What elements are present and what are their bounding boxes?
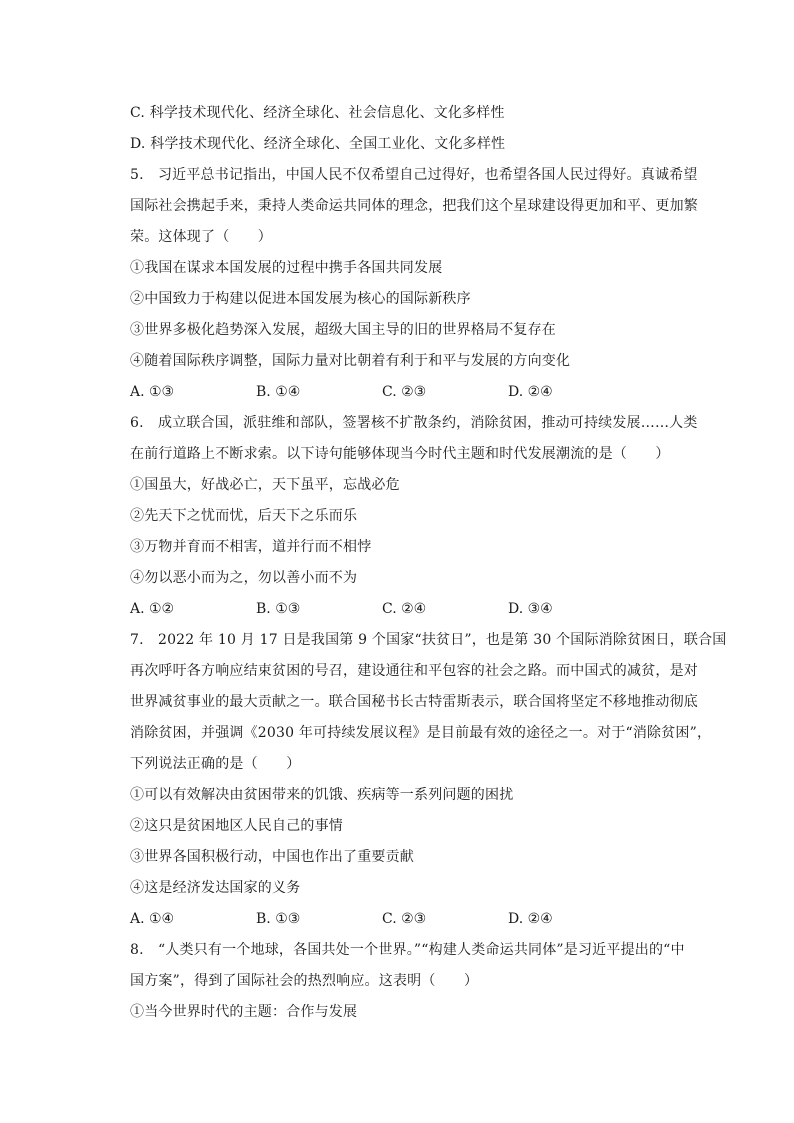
q5-option-c: C. ②③: [382, 384, 427, 400]
q5-option-a: A. ①③: [130, 384, 175, 400]
q4-option-d: D. 科学技术现代化、经济全球化、全国工业化、文化多样性: [130, 136, 506, 152]
q7-option-d: D. ②④: [508, 911, 553, 927]
q8-statement-1: ①当今世界时代的主题：合作与发展: [130, 1004, 358, 1020]
q5-statement-2: ②中国致力于构建以促进本国发展为核心的国际新秩序: [130, 291, 471, 307]
exam-page: [130, 98, 727, 1028]
q5-option-d: D. ②④: [508, 384, 553, 400]
q7-option-a: A. ①④: [130, 911, 175, 927]
q5-statement-1: ①我国在谋求本国发展的过程中携手各国共同发展: [130, 260, 443, 276]
q6-options: [130, 594, 700, 625]
q6-statement-1: ①国虽大，好战必亡，天下虽平，忘战必危: [130, 477, 400, 493]
q6-option-a: A. ①②: [130, 601, 175, 617]
q8-stem-line: 国方案”，得到了国际社会的热烈响应。这表明（ ）: [130, 973, 479, 989]
q7-option-b: B. ①③: [256, 911, 301, 927]
q6-stem-line: 6. 成立联合国，派驻维和部队，签署核不扩散条约，消除贫困，推动可持续发展……人类: [130, 415, 698, 431]
q7-statement-2: ②这只是贫困地区人民自己的事情: [130, 818, 343, 834]
q6-stem-line: 在前行道路上不断求索。以下诗句能够体现当今时代主题和时代发展潮流的是（ ）: [130, 446, 670, 462]
q5-statement-3: ③世界多极化趋势深入发展，超级大国主导的旧的世界格局不复存在: [130, 322, 556, 338]
q5-statement-4: ④随着国际秩序调整，国际力量对比朝着有利于和平与发展的方向变化: [130, 353, 571, 369]
q5-option-b: B. ①④: [256, 384, 301, 400]
q7-statement-1: ①可以有效解决由贫困带来的饥饿、疾病等一系列问题的困扰: [130, 787, 514, 803]
q6-option-d: D. ③④: [508, 601, 553, 617]
q6-statement-4: ④勿以恶小而为之，勿以善小而不为: [130, 570, 358, 586]
q7-stem-line: 下列说法正确的是（ ）: [130, 756, 301, 772]
q5-options: [130, 377, 700, 408]
q7-stem-line: 7. 2022 年 10 月 17 日是我国第 9 个国家“扶贫日”，也是第 30 个国际消除贫困日，联合国: [130, 632, 727, 648]
q6-option-b: B. ①③: [256, 601, 301, 617]
q6-option-c: C. ②④: [382, 601, 427, 617]
q7-statement-3: ③世界各国积极行动，中国也作出了重要贡献: [130, 849, 414, 865]
q5-stem-line: 5. 习近平总书记指出，中国人民不仅希望自己过得好，也希望各国人民过得好。真诚希望: [130, 167, 698, 183]
q7-statement-4: ④这是经济发达国家的义务: [130, 880, 301, 896]
q5-stem-line: 国际社会携起手来，秉持人类命运共同体的理念，把我们这个星球建设得更加和平、更加繁: [130, 198, 698, 214]
q7-options: [130, 904, 700, 935]
q7-stem-line: 再次呼吁各方响应结束贫困的号召，建设通往和平包容的社会之路。而中国式的减贫，是对: [130, 663, 698, 679]
q6-statement-2: ②先天下之忧而忧，后天下之乐而乐: [130, 508, 358, 524]
q7-stem-line: 消除贫困，并强调《2030 年可持续发展议程》是目前最有效的途径之一。对于“消除贫困”，: [130, 725, 712, 741]
q6-statement-3: ③万物并育而不相害，道并行而不相悖: [130, 539, 372, 555]
q8-stem-line: 8. “人类只有一个地球，各国共处一个世界。”“构建人类命运共同体”是习近平提出的“中: [130, 942, 685, 958]
q5-stem-line: 荣。这体现了（ ）: [130, 229, 272, 245]
q7-stem-line: 世界减贫事业的最大贡献之一。联合国秘书长古特雷斯表示，联合国将坚定不移地推动彻底: [130, 694, 698, 710]
q7-option-c: C. ②③: [382, 911, 427, 927]
q4-option-c: C. 科学技术现代化、经济全球化、社会信息化、文化多样性: [130, 105, 505, 121]
